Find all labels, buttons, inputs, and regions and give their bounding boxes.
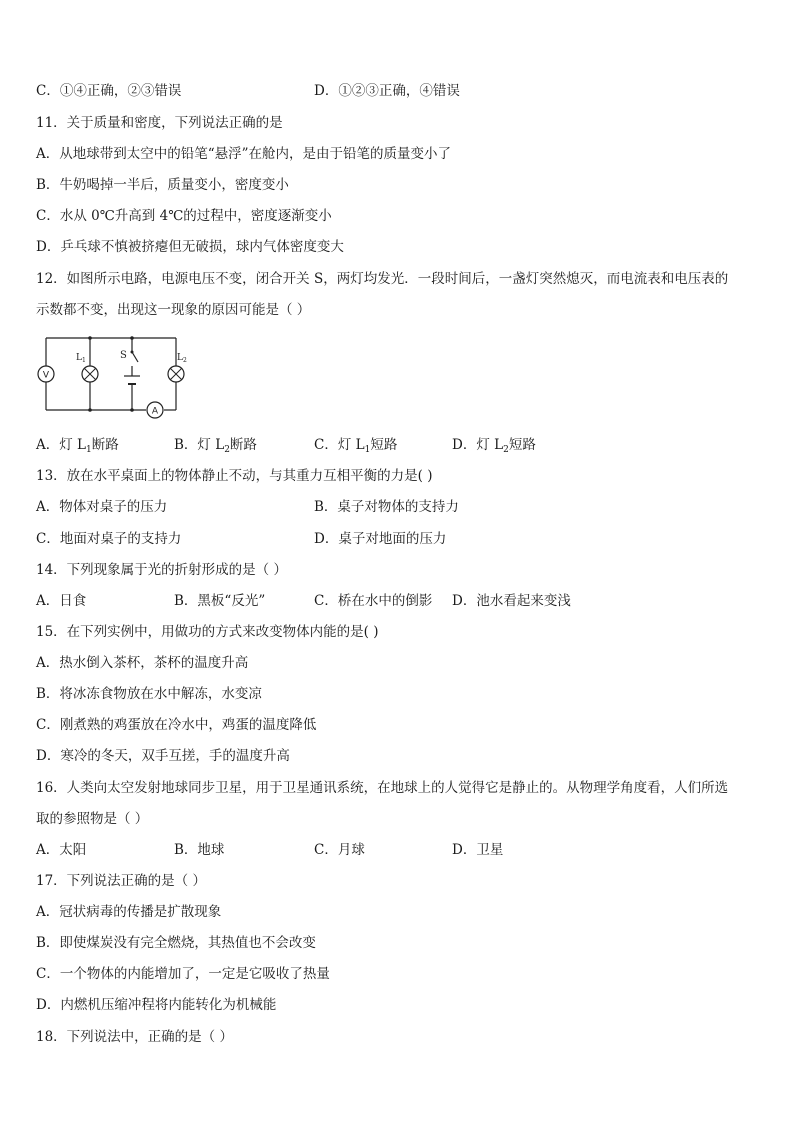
q17-option-a: A．冠状病毒的传播是扩散现象	[36, 904, 222, 920]
q15-option-a: A．热水倒入茶杯，茶杯的温度升高	[36, 655, 249, 671]
q15-option-d: D．寒冷的冬天，双手互搓，手的温度升高	[36, 748, 290, 764]
q12-option-d-suffix: 短路	[508, 437, 536, 453]
q13-option-d: D．桌子对地面的压力	[314, 531, 447, 547]
switch-label: S	[120, 350, 127, 361]
q12-option-d-prefix: D．灯 L	[452, 437, 504, 453]
q14-option-a: A．日食	[36, 593, 87, 609]
q12-option-c	[314, 436, 397, 459]
lamp-l1-label: L	[76, 353, 82, 363]
q12-option-a-suffix: 断路	[91, 437, 119, 453]
q13-option-c: C．地面对桌子的支持力	[36, 531, 182, 547]
q10-option-d: D．①②③正确，④错误	[314, 83, 460, 99]
lamp-l2-symbol	[168, 353, 187, 382]
q17-option-c: C．一个物体的内能增加了，一定是它吸收了热量	[36, 966, 330, 982]
q12-option-c-subscript: 1	[364, 445, 371, 455]
q13-option-a: A．物体对桌子的压力	[36, 499, 168, 515]
q14-option-c: C．桥在水中的倒影	[314, 593, 433, 609]
q12-option-b-subscript: 2	[224, 445, 230, 455]
q13-stem: 13．放在水平桌面上的物体静止不动，与其重力互相平衡的力是( )	[36, 468, 433, 484]
q17-stem: 17．下列说法正确的是（ ）	[36, 873, 206, 889]
lamp-l2-subscript: 2	[183, 357, 187, 364]
q17-option-b: B．即使煤炭没有完全燃烧，其热值也不会改变	[36, 935, 316, 951]
voltmeter-label: V	[42, 370, 50, 381]
lamp-l1-subscript: 1	[82, 357, 86, 364]
q16-stem-line2: 取的参照物是（ ）	[36, 811, 149, 827]
q16-option-b: B．地球	[174, 842, 225, 858]
ammeter-label: A	[151, 406, 159, 417]
q12-stem-line2: 示数都不变，出现这一现象的原因可能是（ ）	[36, 302, 311, 318]
q16-option-c: C．月球	[314, 842, 365, 858]
q11-option-b: B．牛奶喝掉一半后，质量变小，密度变小	[36, 177, 289, 193]
q16-option-d: D．卫星	[452, 842, 504, 858]
q12-option-b-suffix: 断路	[229, 437, 257, 453]
q12-stem-line1: 12．如图所示电路，电源电压不变，闭合开关 S，两灯均发光．一段时间后，一盏灯突然熄灭，而电流表和电压表的	[36, 271, 729, 287]
q12-option-d-subscript: 2	[503, 445, 509, 455]
q15-stem: 15．在下列实例中，用做功的方式来改变物体内能的是( )	[36, 624, 379, 640]
q11-option-c: C．水从 0℃升高到 4℃的过程中，密度逐渐变小	[36, 208, 332, 224]
voltmeter-symbol	[38, 366, 54, 382]
q17-option-d: D．内燃机压缩冲程将内能转化为机械能	[36, 997, 277, 1013]
lamp-l2-label: L	[177, 353, 183, 363]
q11-stem: 11．关于质量和密度，下列说法正确的是	[36, 115, 283, 131]
q14-option-d: D．池水看起来变浅	[452, 593, 571, 609]
circuit-diagram	[36, 336, 196, 420]
q12-option-c-prefix: C．灯 L	[314, 437, 365, 453]
lamp-l1-symbol	[76, 353, 98, 382]
q12-option-b	[174, 436, 257, 459]
q16-stem-line1: 16．人类向太空发射地球同步卫星，用于卫星通讯系统，在地球上的人觉得它是静止的。从物理学角度看，人们所选	[36, 780, 729, 796]
q13-option-b: B．桌子对物体的支持力	[314, 499, 459, 515]
q18-stem: 18．下列说法中，正确的是（ ）	[36, 1029, 233, 1045]
q11-option-a: A．从地球带到太空中的铅笔“悬浮”在舱内，是由于铅笔的质量变小了	[36, 146, 452, 162]
q12-option-a-prefix: A．灯 L	[36, 437, 87, 453]
q11-option-d: D．乒乓球不慎被挤瘪但无破损，球内气体密度变大	[36, 239, 344, 255]
q15-option-c: C．刚煮熟的鸡蛋放在冷水中，鸡蛋的温度降低	[36, 717, 317, 733]
q12-option-d	[452, 436, 536, 459]
ammeter-symbol	[147, 402, 163, 418]
q12-option-a	[36, 436, 119, 459]
q12-option-a-subscript: 1	[86, 445, 92, 455]
q12-option-c-suffix: 短路	[370, 437, 398, 453]
q10-option-c: C．①④正确，②③错误	[36, 83, 182, 99]
q15-option-b: B．将冰冻食物放在水中解冻，水变凉	[36, 686, 262, 702]
q14-option-b: B．黑板“反光”	[174, 593, 266, 609]
q14-stem: 14．下列现象属于光的折射形成的是（ ）	[36, 562, 287, 578]
q16-option-a: A．太阳	[36, 842, 87, 858]
q12-option-b-prefix: B．灯 L	[174, 437, 225, 453]
